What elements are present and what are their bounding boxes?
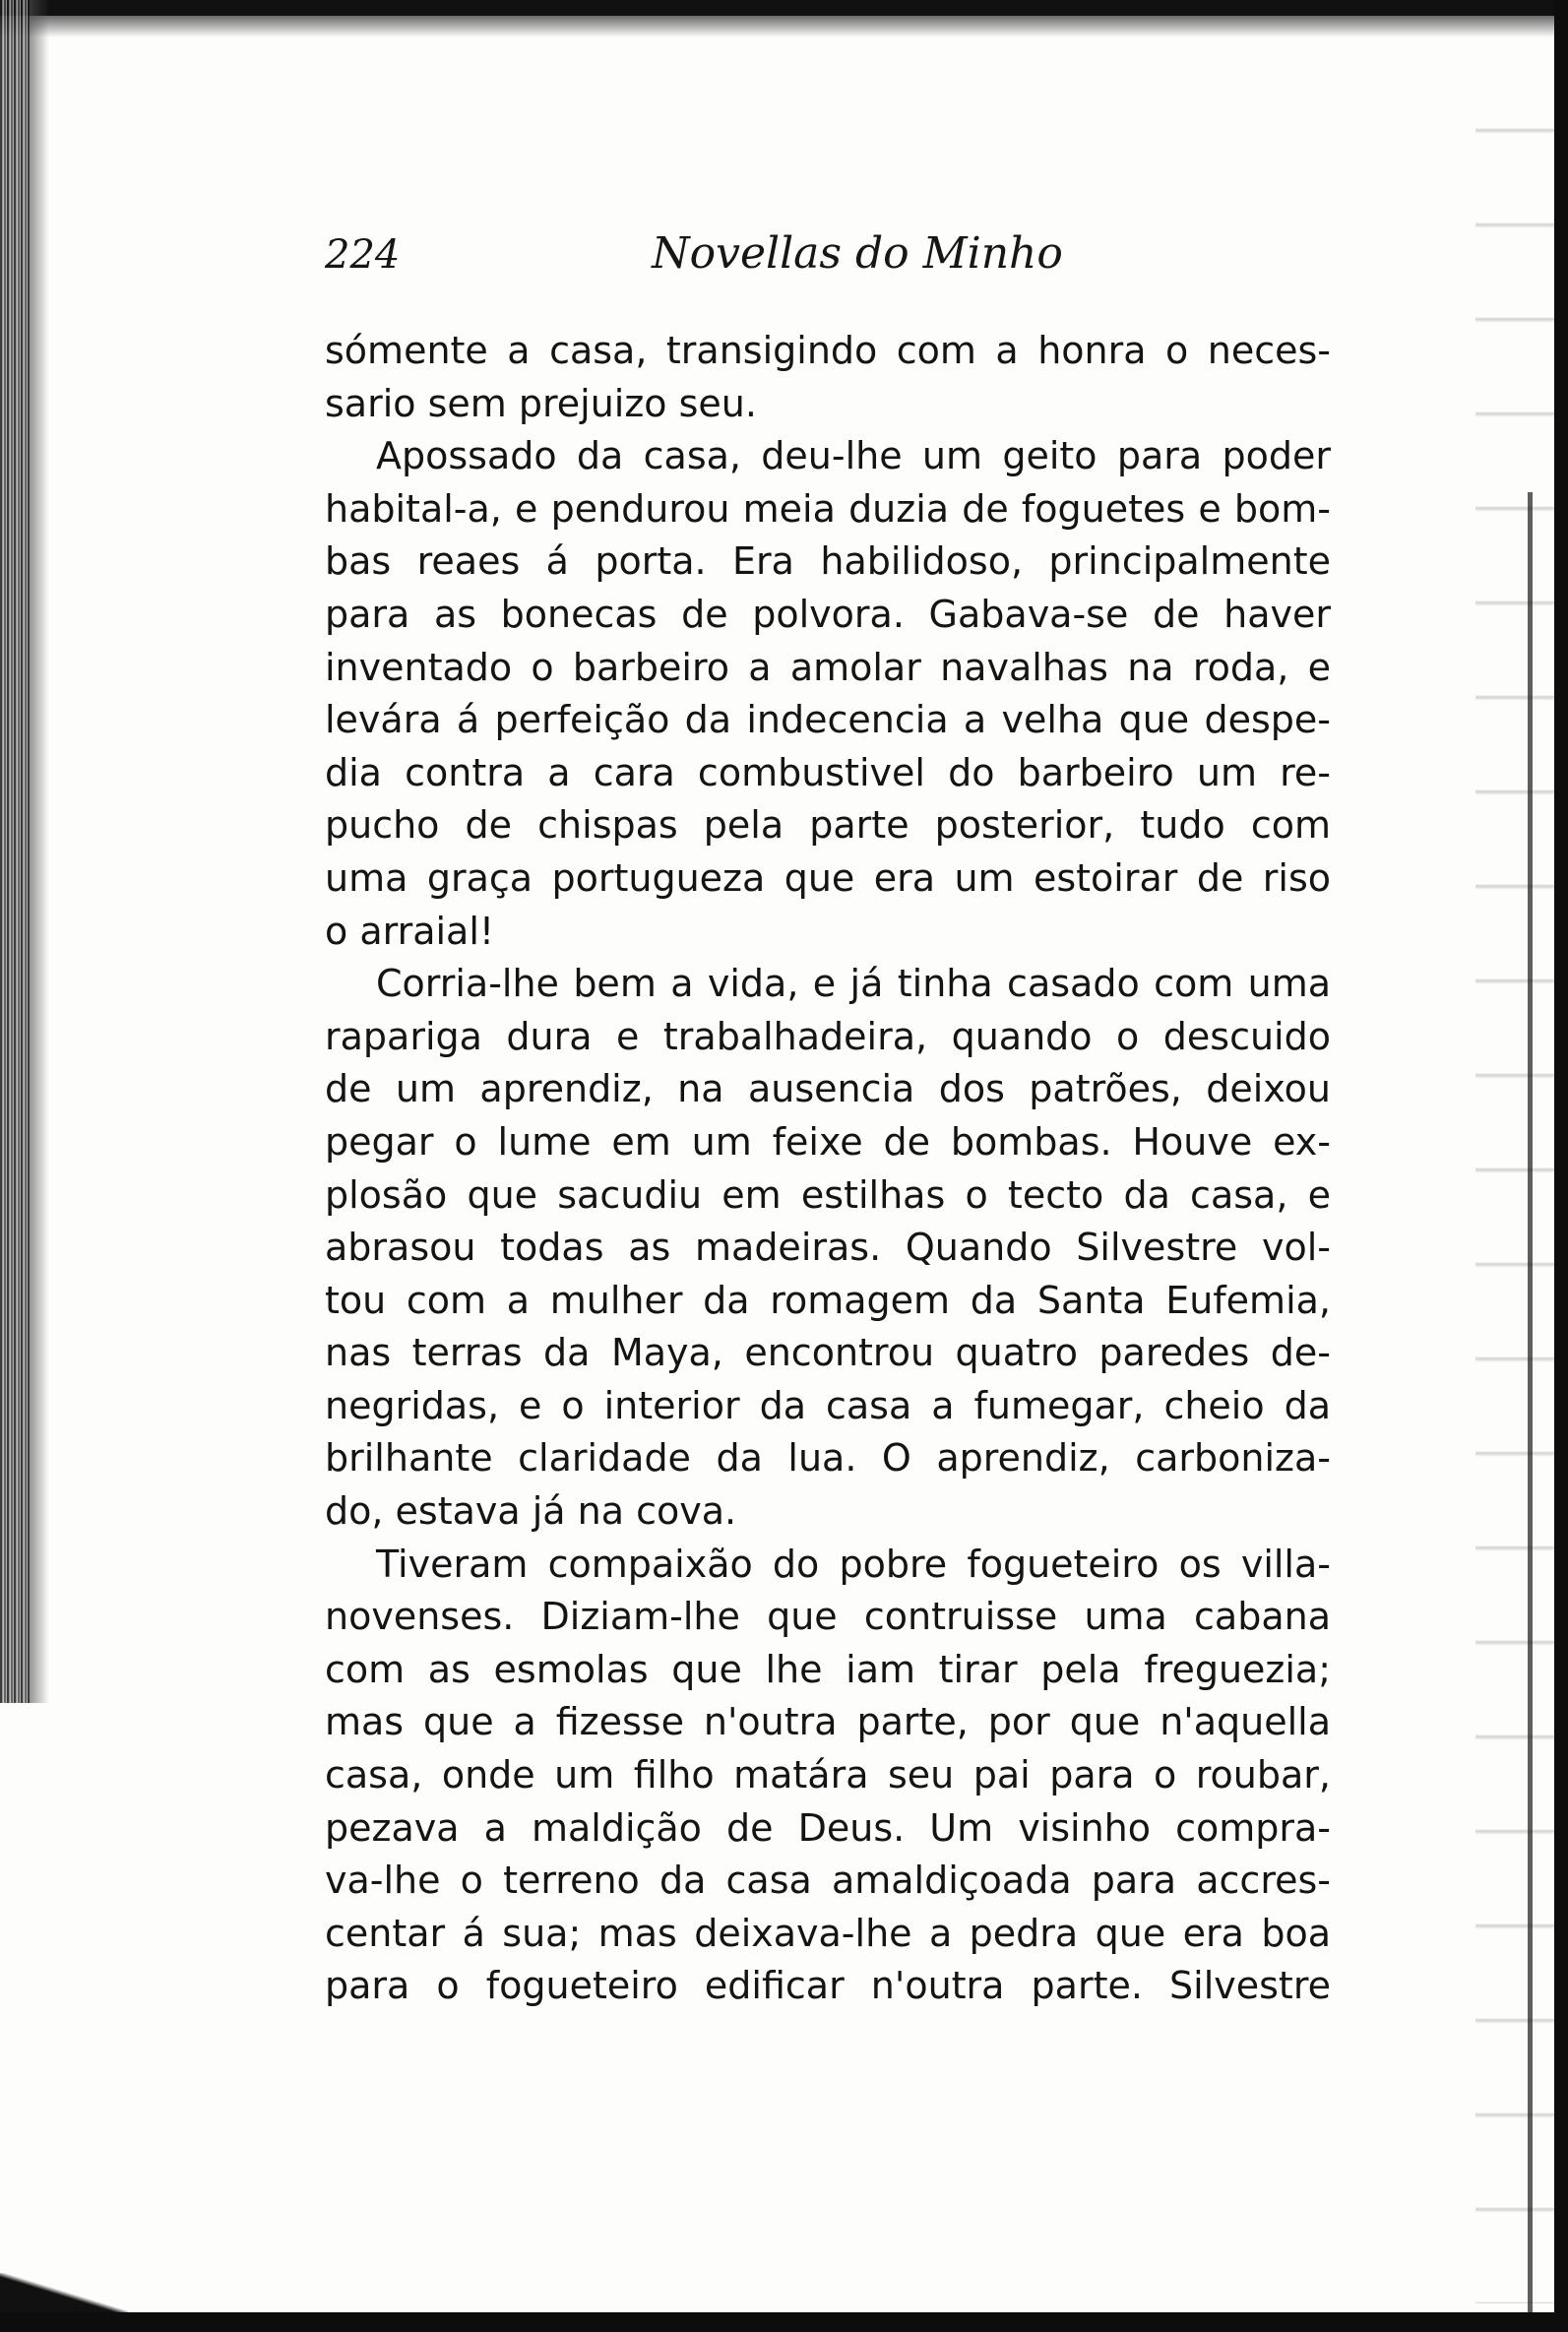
scan-edge-left-shadow [30,0,49,1703]
text-line: habital-a, e pendurou meia duzia de foguetes e bom- [325,486,1331,531]
text-line: com as esmolas que lhe iam tirar pela freguezia; [325,1647,1331,1691]
text-line: va-lhe o terreno da casa amaldiçoada para accres- [325,1859,1331,1903]
running-header [325,228,1331,287]
scan-edge-right [1554,0,1568,2332]
text-line: do, estava já na cova. [325,1489,737,1534]
scan-edge-left [0,0,30,1703]
text-line: tou com a mulher da romagem da Santa Eufemia, [325,1278,1331,1322]
body-text [325,325,1331,2013]
text-line: para as bonecas de polvora. Gabava-se de haver [325,592,1331,636]
text-line: para o fogueteiro edificar n'outra parte. Silvestre [325,1964,1331,2008]
scan-edge-top-shadow [0,16,1568,37]
text-line: centar á sua; mas deixava-lhe a pedra que era boa [325,1911,1331,1955]
scan-edge-top [0,0,1568,16]
text-line: abrasou todas as madeiras. Quando Silvestre vol- [325,1226,1331,1270]
text-line: bas reaes á porta. Era habilidoso, principalmente [325,539,1331,584]
text-line: pucho de chispas pela parte posterior, tudo com [325,803,1331,848]
text-line: rapariga dura e trabalhadeira, quando o descuido [325,1014,1331,1058]
text-line: levára á perfeição da indecencia a velha que despe- [325,698,1331,742]
text-line: de um aprendiz, na ausencia dos patrões, deixou [325,1067,1331,1111]
text-line: inventado o barbeiro a amolar navalhas na roda, e [325,645,1331,689]
page-number: 224 [325,232,401,278]
text-line: Apossado da casa, deu-lhe um geito para poder [376,434,1331,478]
text-line: negridas, e o interior da casa a fumegar, cheio da [325,1383,1331,1427]
text-line: pezava a maldição de Deus. Um visinho compra- [325,1805,1331,1850]
text-line: plosão que sacudiu em estilhas o tecto da casa, e [325,1172,1331,1217]
text-line: uma graça portugueza que era um estoirar de riso [325,855,1331,900]
text-line: pegar o lume em um feixe de bombas. Houve ex- [325,1119,1331,1164]
text-line: Tiveram compaixão do pobre fogueteiro os villa- [376,1542,1331,1586]
text-line: mas que a fizesse n'outra parte, por que n'aquella [325,1700,1331,1744]
text-line: Corria-lhe bem a vida, e já tinha casado com uma [376,962,1331,1006]
text-line: o arraial! [325,909,495,953]
text-line: nas terras da Maya, encontrou quatro paredes de- [325,1331,1331,1375]
text-line: sómente a casa, transigindo com a honra o neces- [325,329,1331,372]
text-line: sario sem prejuizo seu. [325,381,757,425]
text-line: novenses. Diziam-lhe que contruisse uma cabana [325,1595,1331,1639]
scan-edge-bottom-corner [0,2273,128,2312]
running-title: Novellas do Minho [652,228,1063,279]
text-line: casa, onde um filho matára seu pai para o roubar, [325,1753,1331,1797]
scan-edge-right-marks [1475,39,1554,2303]
scan-edge-bottom [0,2312,1568,2332]
scan-edge-right-line [1528,492,1533,2313]
text-line: dia contra a cara combustivel do barbeiro um re- [325,750,1331,794]
text-line: brilhante claridade da lua. O aprendiz, carboniza- [325,1436,1331,1481]
